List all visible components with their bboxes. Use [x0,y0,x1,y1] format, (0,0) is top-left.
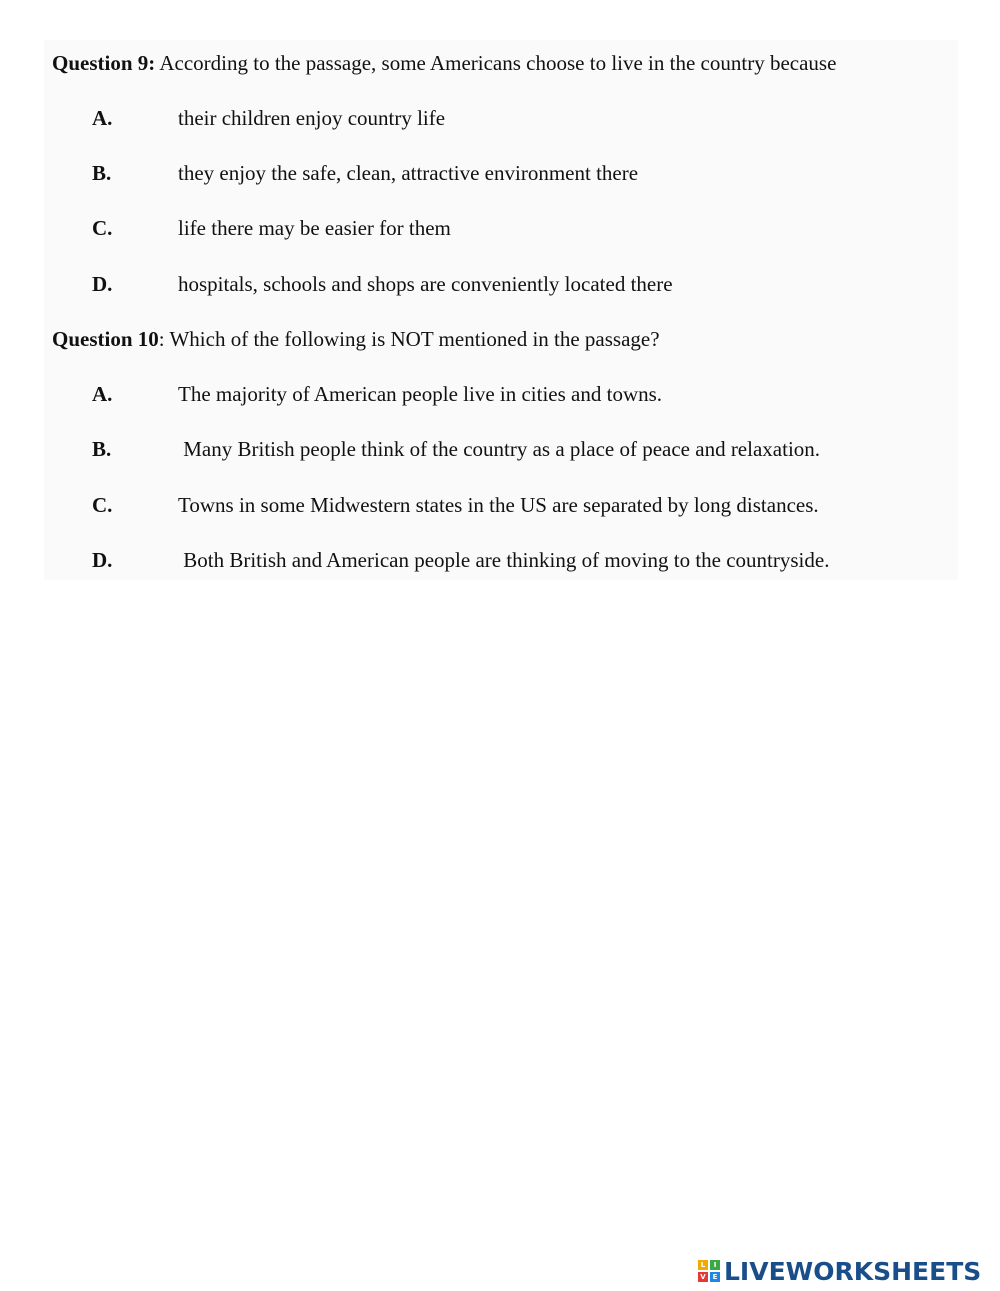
option-letter: A. [92,382,113,406]
option-text: their children enjoy country life [178,106,446,130]
question-9 [52,50,836,76]
option-letter: D. [92,548,113,572]
option-letter: B. [92,161,112,185]
live-logo-icon [698,1260,720,1282]
logo-cell: E [710,1272,720,1282]
option-letter: C. [92,216,113,240]
option-text: Many British people think of the country as a place of peace and relaxation. [178,437,821,461]
question-label: Question 9: [52,51,156,75]
option-letter: D. [92,272,113,296]
liveworksheets-logo [698,1256,981,1286]
option-letter: B. [92,437,112,461]
option-text: Both British and American people are thinking of moving to the countryside. [178,548,830,572]
question-label: Question 10 [52,327,159,351]
option-text: they enjoy the safe, clean, attractive environment there [178,161,639,185]
question-10 [52,326,660,352]
option-text: The majority of American people live in cities and towns. [178,382,663,406]
question-text: : Which of the following is NOT mentioned in the passage? [158,327,660,351]
option-text: hospitals, schools and shops are conveniently located there [178,272,673,296]
logo-cell: L [698,1260,708,1270]
option-text: Towns in some Midwestern states in the US are separated by long distances. [178,493,819,517]
option-letter: A. [92,106,113,130]
logo-cell: V [698,1272,708,1282]
option-letter: C. [92,493,113,517]
option-text: life there may be easier for them [178,216,451,240]
question-text: According to the passage, some Americans choose to live in the country because [155,51,837,75]
logo-cell: I [710,1260,720,1270]
logo-text: LIVEWORKSHEETS [724,1256,982,1286]
